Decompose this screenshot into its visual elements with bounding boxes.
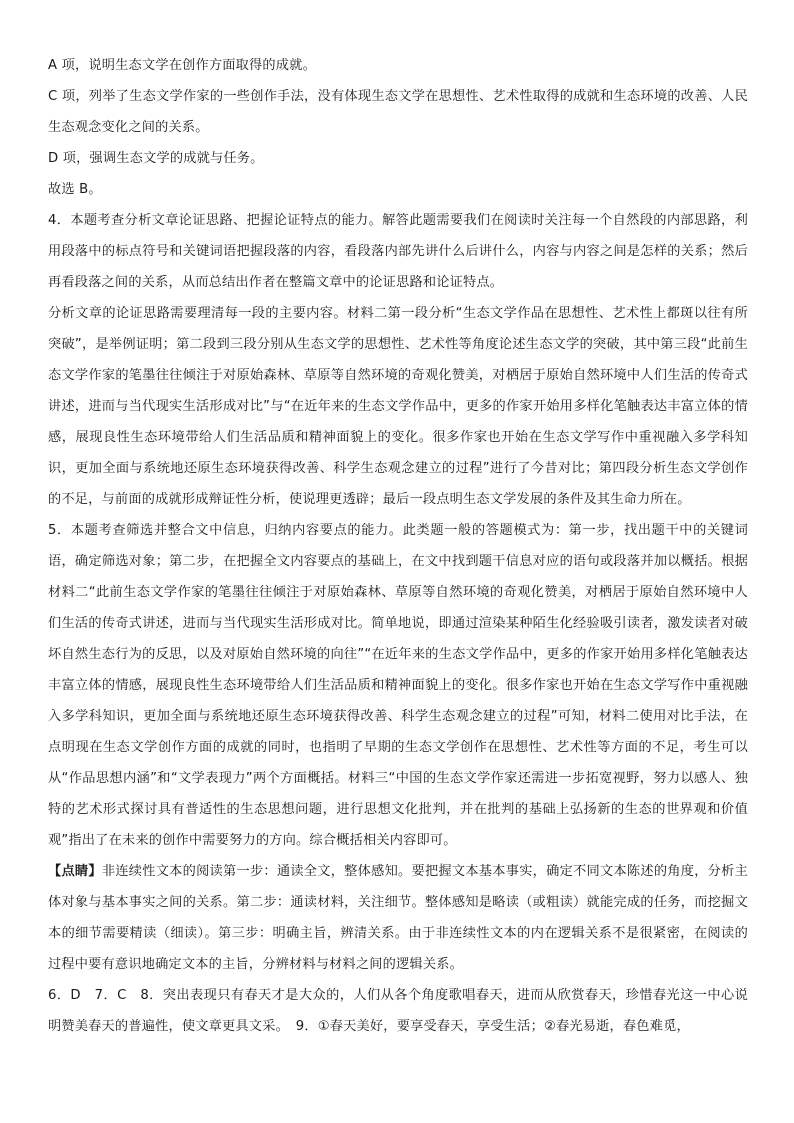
paragraph-answer-b: 故选 B。 — [48, 182, 102, 197]
paragraph-key-point — [48, 856, 748, 980]
key-point-text: 非连续性文本的阅读第一步：通读全文，整体感知。要把握文本基本事实，确定不同文本陈述的角度，分析主体对象与基本事实之间的关系。第二步：通读材料，关注细节。整体感知是略读（或粗读）就能完成的任务，而挖掘文本的细节需要精读（细读）。第三步：明确主旨，辨清关系。由于非连续性文本的内在逻辑关系不是很紧密，在阅读的过程中要有意识地确定文本的主旨，分辨材料与材料之间的逻辑关系。 — [48, 864, 748, 972]
paragraph-answers-6-9: 6．D 7．C 8．突出表现只有春天才是大众的，人们从各个角度歌唱春天，进而从欣赏春天，珍惜春光这一中心说明赞美春天的普遍性，使文章更具文采。 9．①春天美好，要享受春天，享受生活；②春光易逝，春色难觅， — [48, 988, 748, 1034]
document-page — [48, 50, 748, 1042]
key-point-label: 【点睛】 — [48, 864, 102, 879]
paragraph-question-5: 5．本题考查筛选并整合文中信息，归纳内容要点的能力。此类题一般的答题模式为：第一步，找出题干中的关键词语，确定筛选对象；第二步，在把握全文内容要点的基础上，在文中找到题干信息对应的语句或段落并加以概括。根据材料二“此前生态文学作家的笔墨往往倾注于对原始森林、草原等自然环境的奇观化赞美，对栖居于原始自然环境中人们生活的传奇式讲述，进而与当代现实生活形成对比。简单地说，即通过渲染某种陌生化经验吸引读者，激发读者对破坏自然生态行为的反思，以及对原始自然环境的向往”“在近年来的生态文学作品中，更多的作家开始用多样化笔触表达丰富立体的情感，展现良性生态环境带给人们生活品质和精神面貌上的变化。很多作家也开始在生态文学写作中重视融入多学科知识，更加全面与系统地还原生态环境获得改善、科学生态观念建立的过程”可知，材料二使用对比手法，在点明现在生态文学创作方面的成就的同时，也指明了早期的生态文学创作在思想性、艺术性等方面的不足，考生可以从“作品思想内涵”和“文学表现力”两个方面概括。材料三“中国的生态文学作家还需进一步拓宽视野，努力以感人、独特的艺术形式探讨具有普适性的生态思想问题，进行思想文化批判，并在批判的基础上弘扬新的生态的世界观和价值观”指出了在未来的创作中需要努力的方向。综合概括相关内容即可。 — [48, 523, 748, 848]
paragraph-option-d: D 项，强调生态文学的成就与任务。 — [48, 151, 264, 166]
paragraph-argument-analysis: 分析文章的论证思路需要理清每一段的主要内容。材料二第一段分析“生态文学作品在思想性、艺术性上都斑以往有所突破”，是举例证明；第二段到三段分别从生态文学的思想性、艺术性等角度论述生态文学的突破，其中第三段“此前生态文学作家的笔墨往往倾注于对原始森林、草原等自然环境的奇观化赞美，对栖居于原始自然环境中人们生活的传奇式讲述，进而与当代现实生活形成对比”与“在近年来的生态文学作品中，更多的作家开始用多样化笔触表达丰富立体的情感，展现良性生态环境带给人们生活品质和精神面貌上的变化。很多作家也开始在生态文学写作中重视融入多学科知识，更加全面与系统地还原生态环境获得改善、科学生态观念建立的过程”进行了今昔对比；第四段分析生态文学创作的不足，与前面的成就形成辩证性分析，使说理更透辟；最后一段点明生态文学发展的条件及其生命力所在。 — [48, 306, 748, 507]
paragraph-question-4: 4．本题考查分析文章论证思路、把握论证特点的能力。解答此题需要我们在阅读时关注每一个自然段的内部思路，利用段落中的标点符号和关键词语把握段落的内容，看段落内部先讲什么后讲什么，内容与内容之间是怎样的关系；然后再看段落之间的关系，从而总结出作者在整篇文章中的论证思路和论证特点。 — [48, 213, 748, 290]
paragraph-option-c: C 项，列举了生态文学作家的一些创作手法，没有体现生态文学在思想性、艺术性取得的成就和生态环境的改善、人民生态观念变化之间的关系。 — [48, 89, 748, 135]
paragraph-option-a: A 项，说明生态文学在创作方面取得的成就。 — [48, 58, 316, 73]
